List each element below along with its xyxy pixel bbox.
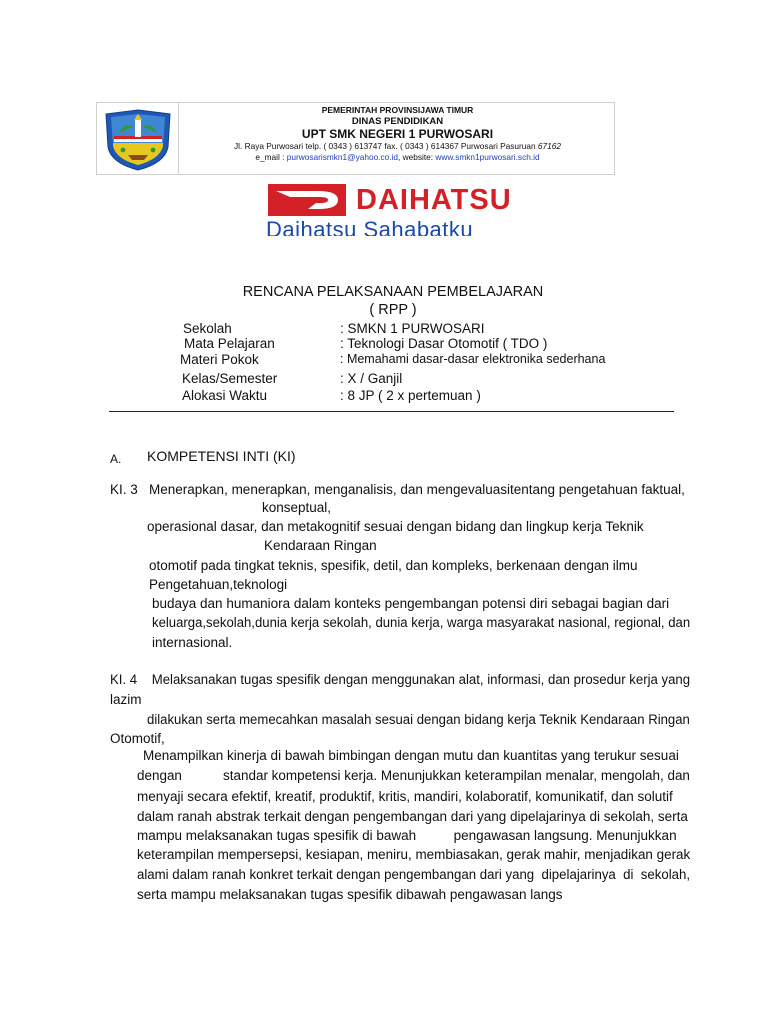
identity-row-topic bbox=[96, 351, 696, 368]
section-title: KOMPETENSI INTI (KI) bbox=[147, 448, 296, 464]
identity-label: Materi Pokok bbox=[180, 352, 259, 367]
daihatsu-d-logo-icon bbox=[268, 184, 346, 216]
ki3-line: Pengetahuan,teknologi bbox=[149, 577, 288, 592]
ki4-paragraph-line: dengan standar kompetensi kerja. Menunjukkan keterampilan menalar, mengolah, dan bbox=[137, 768, 690, 783]
government-line: PEMERINTAH PROVINSIJAWA TIMUR bbox=[321, 105, 474, 115]
identity-label: Kelas/Semester bbox=[182, 371, 278, 386]
ki3-line: operasional dasar, dan metakognitif sesuai dengan bidang dan lingkup kerja Teknik bbox=[147, 519, 644, 534]
ki4-line: Otomotif, bbox=[110, 731, 165, 746]
ki4-paragraph-line: serta mampu melaksanakan tugas spesifik dibawah pengawasan langs bbox=[137, 887, 563, 902]
address-text: Jl. Raya Purwosari telp. ( 0343 ) 613747 fax. ( 0343 ) 614367 Purwosari Pasuruan bbox=[233, 141, 536, 151]
east-java-crest-icon bbox=[97, 103, 179, 174]
ki4-line: dilakukan serta memecahkan masalah sesuai dengan bidang kerja Teknik Kendaraan Ringan bbox=[147, 712, 690, 727]
ki3-line: keluarga,sekolah,dunia kerja sekolah, dunia kerja, warga masyarakat nasional, regional, dan bbox=[152, 615, 691, 630]
website-label: , website: bbox=[398, 152, 434, 162]
identity-label: Sekolah bbox=[183, 321, 232, 336]
ki3-line: KI. 3 Menerapkan, menerapkan, menganalisis, dan mengevaluasitentang pengetahuan faktual, bbox=[110, 482, 685, 497]
ki4-paragraph-line: alami dalam ranah konkret terkait dengan pengembangan dari yang dipelajarinya di sekolah, bbox=[137, 867, 691, 882]
identity-row-subject bbox=[96, 335, 696, 352]
letterhead-text bbox=[180, 103, 615, 174]
school-name-line: UPT SMK NEGERI 1 PURWOSARI bbox=[301, 127, 494, 141]
header-divider bbox=[109, 411, 674, 412]
ki4-paragraph-line: menyaji secara efektif, kreatif, produktif, kritis, mandiri, kolaboratif, komunikatif, dan solutif bbox=[137, 789, 673, 804]
letterhead bbox=[96, 102, 615, 175]
ki4-paragraph-line: mampu melaksanakan tugas spesifik di bawah pengawasan langsung. Menunjukkan bbox=[137, 828, 677, 843]
ki3-line: otomotif pada tingkat teknis, spesifik, detil, dan kompleks, berkenaan dengan ilmu bbox=[149, 558, 638, 573]
identity-value: : Memahami dasar-dasar elektronika sederhana bbox=[340, 352, 606, 366]
address-line bbox=[180, 141, 615, 151]
ki4-paragraph-line: keterampilan mempersepsi, kesiapan, meniru, membiasakan, gerak mahir, menjadikan gerak bbox=[137, 847, 691, 862]
identity-row-time bbox=[96, 387, 696, 404]
ki4-line: KI. 4 Melaksanakan tugas spesifik dengan menggunakan alat, informasi, dan prosedur kerja yang bbox=[110, 672, 691, 687]
email-link[interactable]: purwosarismkn1@yahoo.co.id bbox=[286, 152, 399, 162]
identity-label: Alokasi Waktu bbox=[182, 388, 268, 403]
daihatsu-slogan: Daihatsu Sahabatku bbox=[266, 217, 474, 236]
identity-value: : 8 JP ( 2 x pertemuan ) bbox=[340, 388, 481, 403]
ki3-line: konseptual, bbox=[262, 500, 332, 515]
ki3-line: budaya dan humaniora dalam konteks pengembangan potensi diri sebagai bagian dari bbox=[152, 596, 670, 611]
ki3-line: internasional. bbox=[152, 635, 233, 650]
postal-code: 67162 bbox=[537, 141, 561, 151]
section-letter: A. bbox=[110, 452, 122, 466]
identity-value: : SMKN 1 PURWOSARI bbox=[340, 321, 485, 336]
email-label: e_mail : bbox=[255, 152, 285, 162]
identity-label: Mata Pelajaran bbox=[184, 336, 275, 351]
ki3-line: Kendaraan Ringan bbox=[264, 538, 377, 553]
document-title: RENCANA PELAKSANAAN PEMBELAJARAN bbox=[242, 284, 544, 300]
ki4-line: lazim bbox=[110, 692, 142, 707]
department-line: DINAS PENDIDIKAN bbox=[351, 116, 444, 127]
contact-line bbox=[180, 152, 615, 162]
identity-row-class bbox=[96, 370, 696, 387]
identity-value: : Teknologi Dasar Otomotif ( TDO ) bbox=[340, 336, 548, 351]
daihatsu-wordmark: DAIHATSU bbox=[356, 184, 512, 216]
website-link[interactable]: www.smkn1purwosari.sch.id bbox=[435, 152, 540, 162]
daihatsu-banner bbox=[266, 181, 526, 236]
document-subtitle: ( RPP ) bbox=[369, 302, 417, 318]
identity-value: : X / Ganjil bbox=[340, 371, 403, 386]
ki4-paragraph-line: dalam ranah abstrak terkait dengan pengembangan dari yang dipelajarinya di sekolah, serta bbox=[137, 809, 688, 824]
ki4-paragraph-line: Menampilkan kinerja di bawah bimbingan dengan mutu dan kuantitas yang terukur sesuai bbox=[143, 748, 679, 763]
